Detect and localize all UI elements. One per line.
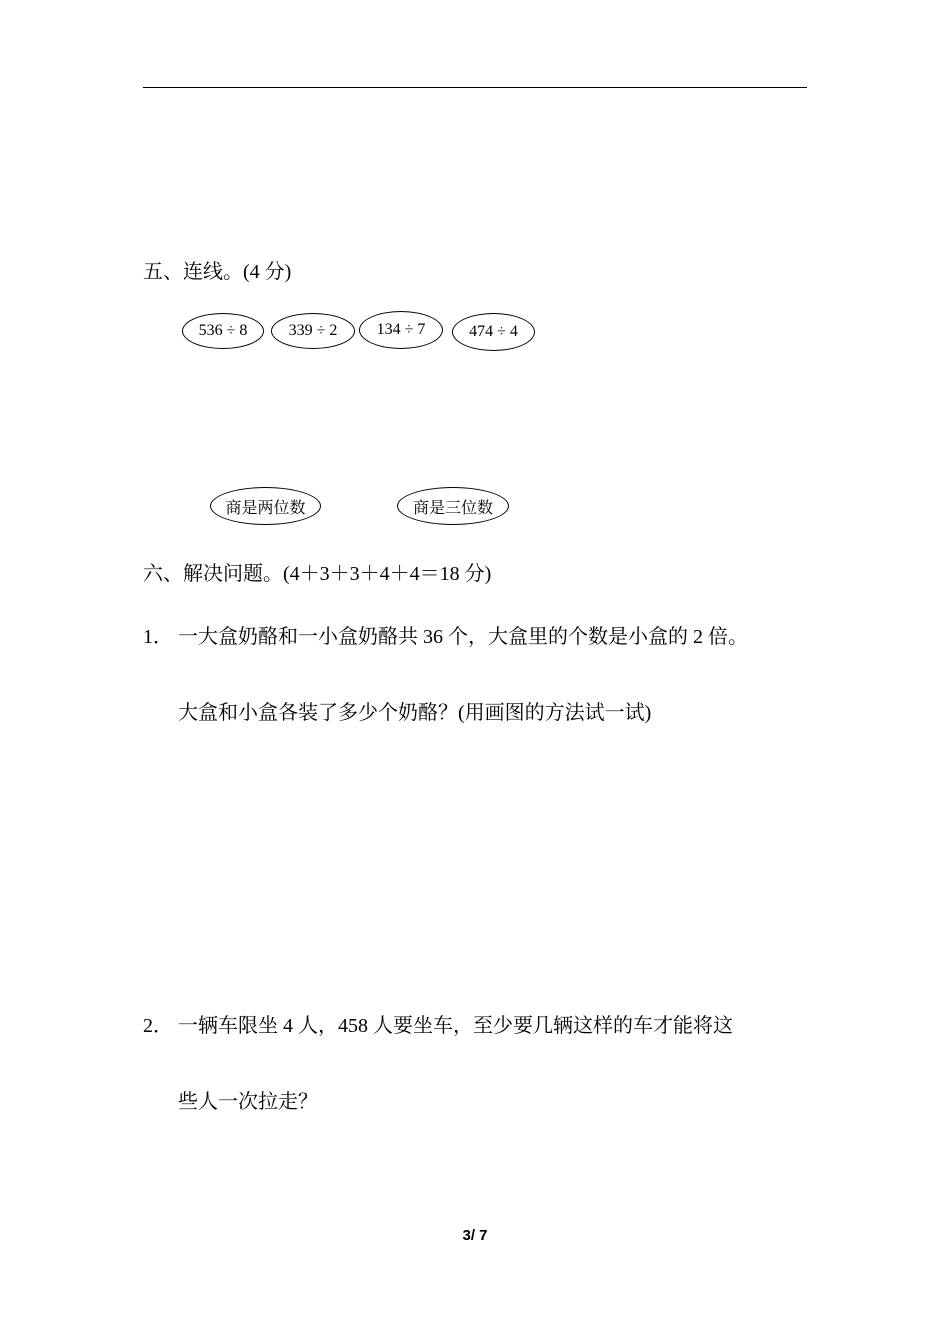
expression-oval-4[interactable]: 474 ÷ 4 xyxy=(452,313,535,351)
page-number: 3/ 7 xyxy=(462,1227,488,1244)
problem-2-line-2: 些人一次拉走？ xyxy=(178,1091,318,1113)
problem-1-number: 1． xyxy=(143,626,173,648)
section-6-heading: 六、解决问题。(4＋3＋3＋4＋4＝18 分) xyxy=(143,563,492,585)
problem-2-number: 2． xyxy=(143,1015,173,1037)
category-oval-three-digit[interactable]: 商是三位数 xyxy=(397,487,509,525)
problem-1-line-1: 一大盒奶酪和一小盒奶酪共 36 个，大盒里的个数是小盒的 2 倍。 xyxy=(178,626,748,648)
header-rule xyxy=(143,87,807,88)
problem-2-line-1: 一辆车限坐 4 人，458 人要坐车，至少要几辆这样的车才能将这 xyxy=(178,1015,733,1037)
category-oval-two-digit[interactable]: 商是两位数 xyxy=(210,487,321,525)
problem-1-line-2: 大盒和小盒各装了多少个奶酪？(用画图的方法试一试) xyxy=(178,702,652,724)
expression-oval-3[interactable]: 134 ÷ 7 xyxy=(359,311,443,349)
expression-oval-1[interactable]: 536 ÷ 8 xyxy=(182,313,264,349)
expression-oval-2[interactable]: 339 ÷ 2 xyxy=(271,313,355,349)
section-5-heading: 五、连线。(4 分) xyxy=(143,261,292,283)
